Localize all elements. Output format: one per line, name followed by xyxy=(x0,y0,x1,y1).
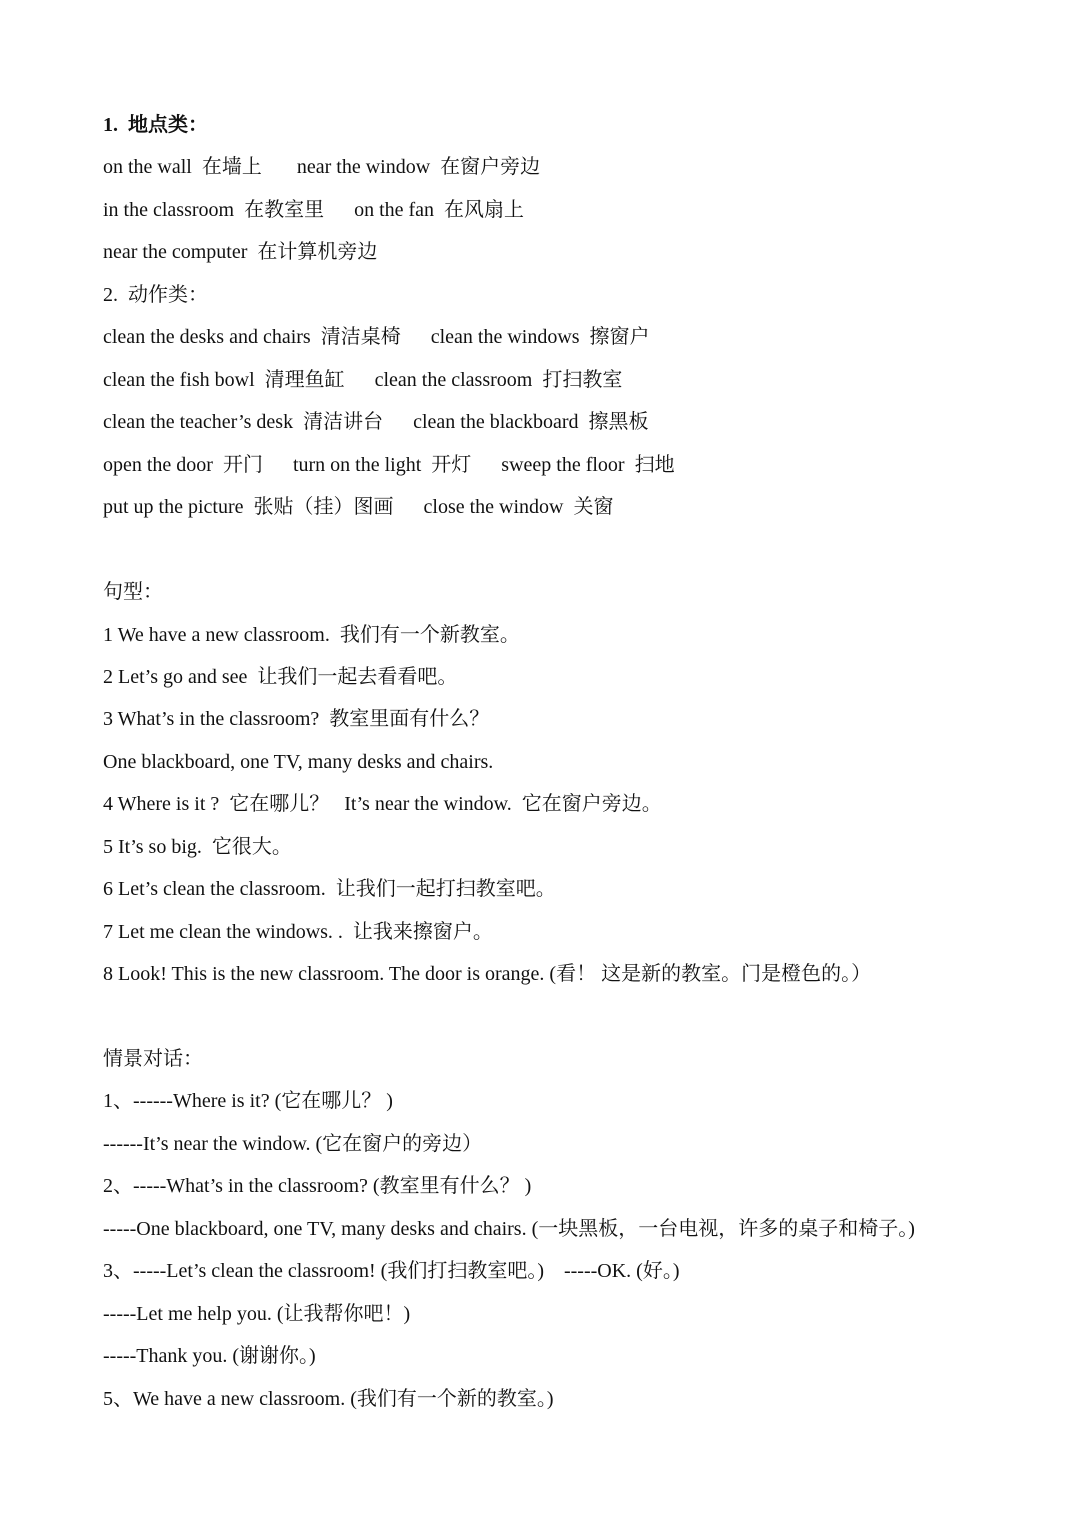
places-line-1: on the wall 在墙上 near the window 在窗户旁边 xyxy=(103,156,541,178)
sentence-line-6: 5 It’s so big. 它很大。 xyxy=(103,836,292,858)
sentence-line-7: 6 Let’s clean the classroom. 让我们一起打扫教室吧。 xyxy=(103,878,556,900)
sentence-line-8: 7 Let me clean the windows. . 让我来擦窗户。 xyxy=(103,921,493,943)
dialogue-line-8: 5、We have a new classroom. (我们有一个新的教室。) xyxy=(103,1388,554,1410)
dialogue-line-2: ------It’s near the window. (它在窗户的旁边） xyxy=(103,1133,483,1155)
dialogue-line-3: 2、-----What’s in the classroom? (教室里有什么？ ) xyxy=(103,1175,532,1197)
sentence-line-5: 4 Where is it ? 它在哪儿？ It’s near the window. 它在窗户旁边。 xyxy=(103,793,662,815)
actions-heading: 2. 动作类： xyxy=(103,284,208,306)
actions-line-4: open the door 开门 turn on the light 开灯 sweep the floor 扫地 xyxy=(103,454,675,476)
sentence-line-1: 1 We have a new classroom. 我们有一个新教室。 xyxy=(103,624,520,646)
dialogue-line-7: -----Thank you. (谢谢你。) xyxy=(103,1345,316,1367)
sentence-line-9: 8 Look! This is the new classroom. The door is orange. (看！ 这是新的教室。门是橙色的。） xyxy=(103,963,872,985)
places-heading: 1. 地点类： xyxy=(103,114,208,136)
dialogue-line-1: 1、------Where is it? (它在哪儿？ ) xyxy=(103,1090,393,1112)
actions-line-3: clean the teacher’s desk 清洁讲台 clean the blackboard 擦黑板 xyxy=(103,411,649,433)
actions-line-2: clean the fish bowl 清理鱼缸 clean the classroom 打扫教室 xyxy=(103,369,623,391)
sentence-line-4: One blackboard, one TV, many desks and chairs. xyxy=(103,751,494,773)
sentence-line-2: 2 Let’s go and see 让我们一起去看看吧。 xyxy=(103,666,458,688)
sentence-line-3: 3 What’s in the classroom? 教室里面有什么？ xyxy=(103,708,490,730)
actions-line-1: clean the desks and chairs 清洁桌椅 clean the windows 擦窗户 xyxy=(103,326,650,348)
dialogue-line-4: -----One blackboard, one TV, many desks and chairs. (一块黑板，一台电视，许多的桌子和椅子。) xyxy=(103,1218,915,1240)
dialogues-heading: 情景对话： xyxy=(103,1048,203,1070)
places-line-3: near the computer 在计算机旁边 xyxy=(103,241,378,263)
dialogue-line-5: 3、-----Let’s clean the classroom! (我们打扫教室吧。) -----OK. (好。) xyxy=(103,1260,680,1282)
actions-line-5: put up the picture 张贴（挂）图画 close the window 关窗 xyxy=(103,496,614,518)
places-line-2: in the classroom 在教室里 on the fan 在风扇上 xyxy=(103,199,525,221)
dialogue-line-6: -----Let me help you. (让我帮你吧！) xyxy=(103,1303,411,1325)
sentences-heading: 句型： xyxy=(103,581,163,603)
